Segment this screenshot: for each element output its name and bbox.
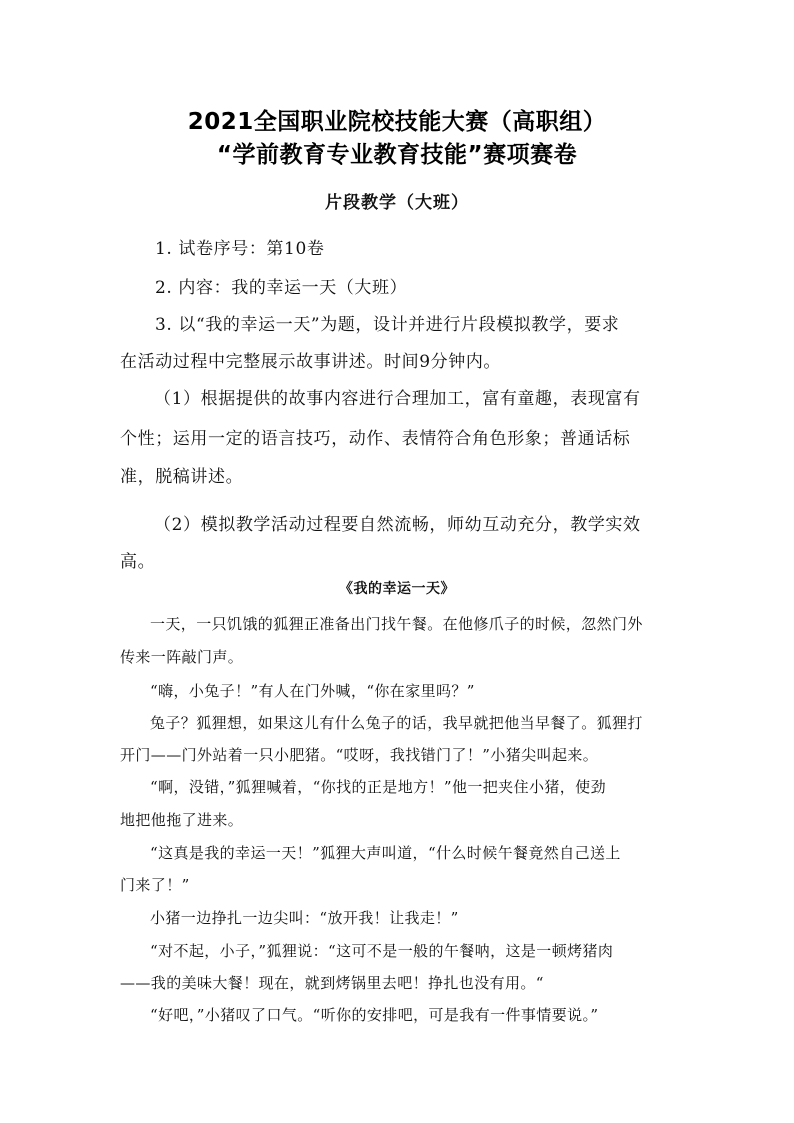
requirement-2-line-2: 高。 [120,552,156,572]
item-3-line-1: 3. 以“我的幸运一天”为题，设计并进行片段模拟教学，要求 [155,315,620,335]
requirement-2-line-1: （2）模拟教学活动过程要自然流畅，师幼互动充分，教学实效 [154,515,641,535]
requirement-1-line-3: 准，脱稿讲述。 [120,467,244,487]
story-line: 开门——门外站着一只小肥猪。“哎呀，我找错门了！”小猪尖叫起来。 [120,746,599,764]
story-line: 兔子？狐狸想，如果这儿有什么兔子的话，我早就把他当早餐了。狐狸打 [150,714,643,732]
story-line: 地把他拖了进来。 [120,811,244,829]
story-line: “这真是我的幸运一天！”狐狸大声叫道，“什么时候午餐竟然自己送上 [150,844,621,862]
story-line: ——我的美味大餐！现在，就到烤锅里去吧！挣扎也没有用。“ [120,974,544,992]
story-line: 传来一阵敲门声。 [120,648,244,666]
requirement-1-line-1: （1）根据提供的故事内容进行合理加工，富有童趣，表现富有 [154,389,641,409]
story-line: 门来了！” [120,876,190,894]
story-line: “啊，没错，”狐狸喊着，“你找的正是地方！”他一把夹住小猪，使劲 [150,778,606,796]
story-line: “嗨，小兔子！”有人在门外喊，“你在家里吗？” [150,682,475,700]
item-3-line-2: 在活动过程中完整展示故事讲述。时间9分钟内。 [120,352,502,372]
story-title: 《我的幸运一天》 [339,581,455,597]
document-title-line-1: 2021全国职业院校技能大赛（高职组） [187,109,607,135]
item-2: 2. 内容：我的幸运一天（大班） [155,278,408,298]
item-1: 1. 试卷序号：第10卷 [155,239,325,259]
story-line: “对不起，小子，”狐狸说：“这可不是一般的午餐呐，这是一顿烤猪肉 [150,942,614,960]
story-line: “好吧，”小猪叹了口气。“听你的安排吧，可是我有一件事情要说。” [150,1006,599,1024]
requirement-1-line-2: 个性；运用一定的语言技巧，动作、表情符合角色形象；普通话标 [120,429,631,449]
document-title-line-2: “学前教育专业教育技能”赛项赛卷 [216,142,578,168]
story-line: 小猪一边挣扎一边尖叫：“放开我！让我走！” [150,909,459,927]
section-subtitle: 片段教学（大班） [325,193,469,213]
story-line: 一天，一只饥饿的狐狸正准备出门找午餐。在他修爪子的时候，忽然门外 [150,615,643,633]
